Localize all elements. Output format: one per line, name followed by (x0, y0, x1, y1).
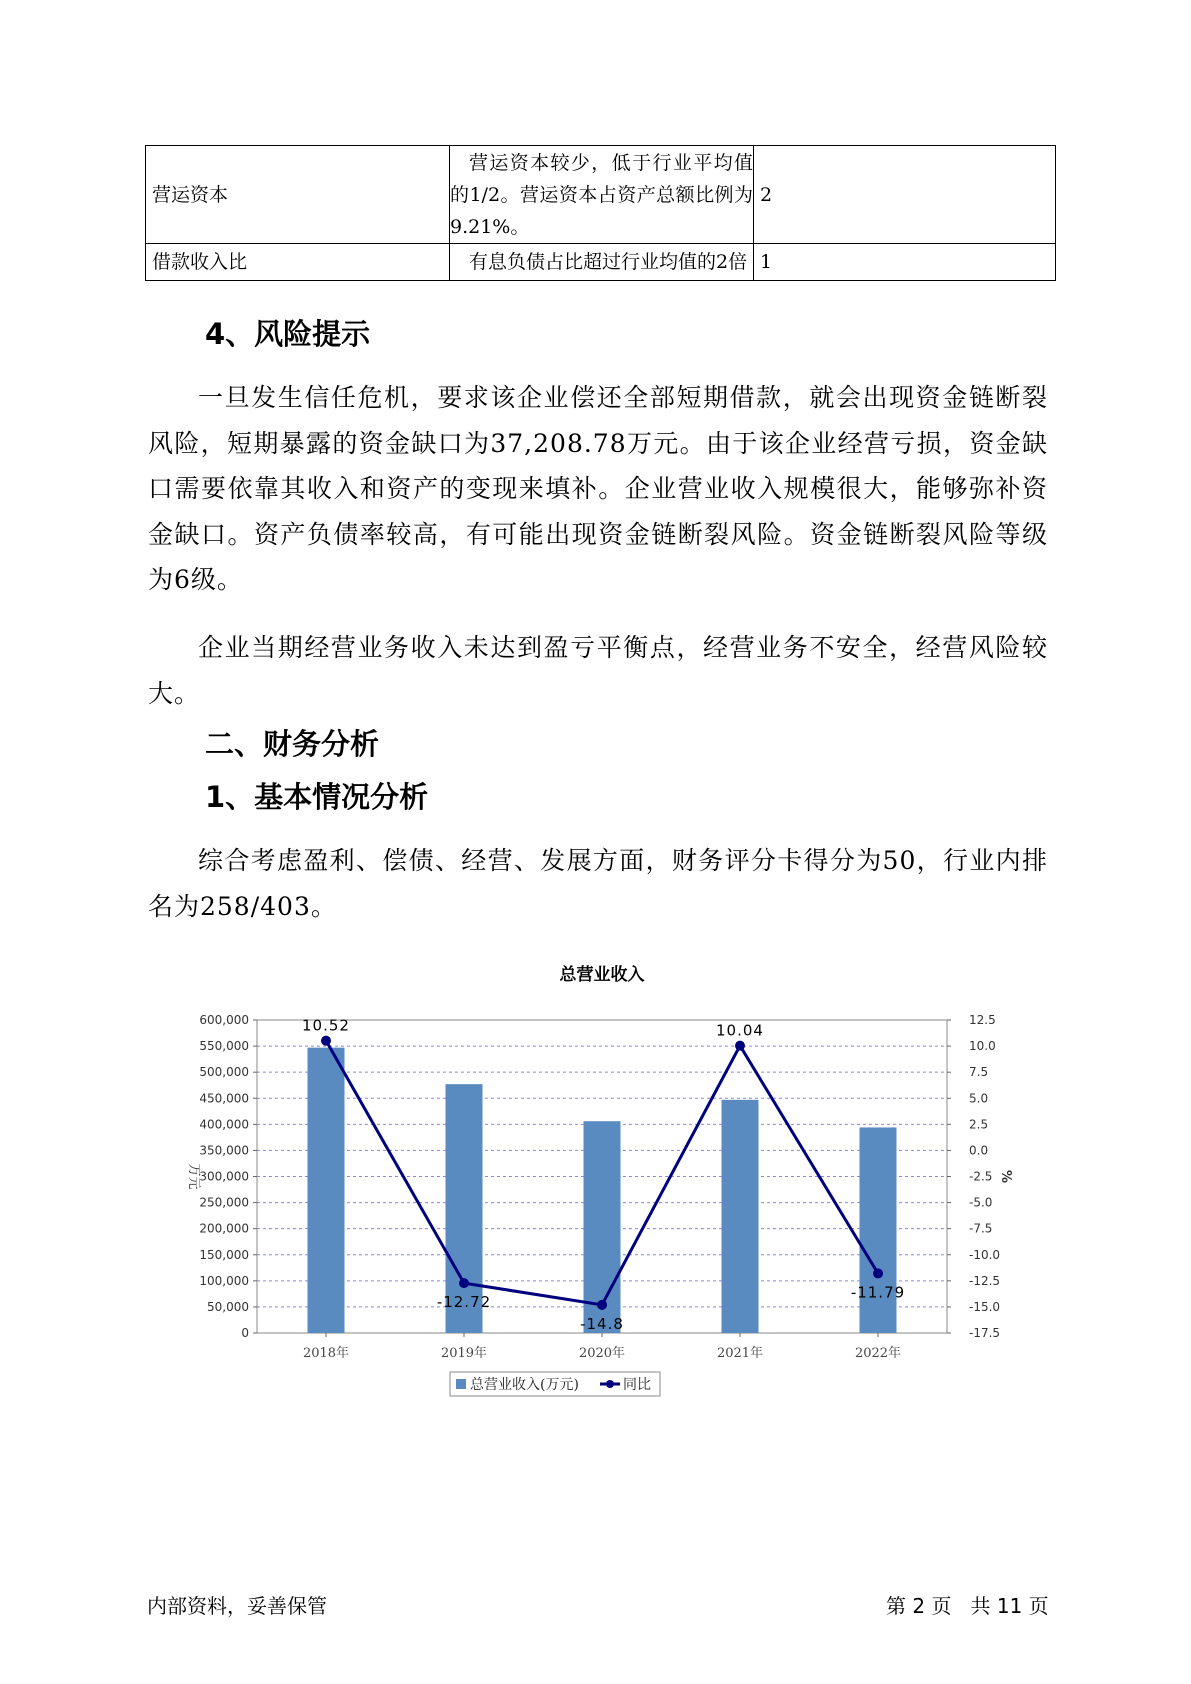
y2-tick-label: -17.5 (969, 1326, 1001, 1340)
x-tick-label: 2022年 (854, 1346, 902, 1361)
x-tick-label: 2020年 (578, 1346, 626, 1361)
y-tick-label: 450,000 (199, 1091, 249, 1106)
bar-2018年 (308, 1048, 345, 1333)
y2-tick-label: -2.5 (969, 1169, 993, 1184)
y-tick-label: 300,000 (199, 1169, 249, 1184)
data-label: 10.04 (716, 1021, 764, 1040)
risk-paragraph-1: 一旦发生信任危机，要求该企业偿还全部短期借款，就会出现资金链断裂风险，短期暴露的资金缺口为37,208.78万元。由于该企业经营亏损，资金缺口需要依靠其收入和资产的变现来填补。企业营业收入规模很大，能够弥补资金缺口。资产负债率较高，有可能出现资金链断裂风险。资金链断裂风险等级为6级。 (148, 383, 1048, 594)
y2-tick-label: 2.5 (969, 1117, 989, 1132)
y2-tick-label: 5.0 (969, 1091, 989, 1106)
desc-text: 有息负债占比超过行业均值的2倍 (469, 251, 748, 273)
footer-page-number: 第 2 页 共 11 页 (886, 1594, 1049, 1618)
legend-bar-label: 总营业收入(万元) (470, 1377, 579, 1393)
bar-2021年 (722, 1100, 759, 1333)
x-tick-label: 2019年 (440, 1346, 488, 1361)
y2-tick-label: -10.0 (969, 1247, 1001, 1262)
y-tick-label: 0 (241, 1326, 249, 1340)
table-row (146, 146, 1056, 244)
y-tick-label: 50,000 (207, 1299, 249, 1314)
legend-bar-swatch (456, 1379, 466, 1389)
desc-text: 营运资本较少，低于行业平均值的1/2。营运资本占资产总额比例为9.21%。 (450, 151, 753, 238)
y-tick-label: 100,000 (199, 1273, 249, 1288)
table-row (146, 244, 1056, 281)
data-label: -14.8 (580, 1314, 624, 1333)
y-axis-label: 万元 (186, 1163, 201, 1190)
basic-heading: 1、基本情况分析 (205, 780, 429, 814)
y-tick-label: 400,000 (199, 1117, 249, 1132)
basic-paragraph: 综合考虑盈利、偿债、经营、发展方面，财务评分卡得分为50，行业内排名为258/403。 (148, 846, 1048, 921)
x-tick-label: 2018年 (302, 1346, 350, 1361)
y2-tick-label: 0.0 (969, 1143, 989, 1158)
y-tick-label: 150,000 (199, 1247, 249, 1262)
yoy-point (873, 1268, 883, 1278)
table-cell-desc (450, 244, 754, 281)
data-label: -11.79 (850, 1283, 906, 1302)
revenue-chart (170, 945, 1030, 1425)
yoy-point (459, 1278, 469, 1288)
legend-line-label: 同比 (623, 1377, 651, 1393)
y-tick-label: 600,000 (199, 1013, 249, 1027)
table-cell-item: 营运资本 (146, 146, 450, 244)
table-cell-level: 2 (754, 146, 1056, 244)
finance-heading: 二、财务分析 (205, 727, 380, 761)
risk-indicator-table (145, 145, 1056, 281)
y2-tick-label: -12.5 (969, 1273, 1001, 1288)
footer-confidential: 内部资料，妥善保管 (147, 1594, 327, 1618)
x-tick-label: 2021年 (716, 1346, 764, 1361)
chart-title: 总营业收入 (559, 965, 645, 985)
data-label: 10.52 (302, 1016, 350, 1035)
y-tick-label: 550,000 (199, 1039, 249, 1054)
y-tick-label: 200,000 (199, 1221, 249, 1236)
table-cell-level: 1 (754, 244, 1056, 281)
table-cell-item: 借款收入比 (146, 244, 450, 281)
table-cell-desc (450, 146, 754, 244)
bar-2022年 (860, 1127, 897, 1333)
y2-tick-label: 12.5 (969, 1013, 996, 1027)
y-tick-label: 250,000 (199, 1195, 249, 1210)
yoy-point (321, 1036, 331, 1046)
y2-tick-label: 7.5 (969, 1065, 989, 1080)
data-label: -12.72 (436, 1293, 492, 1312)
y2-tick-label: 10.0 (969, 1039, 996, 1054)
risk-heading: 4、风险提示 (205, 317, 371, 351)
yoy-point (735, 1041, 745, 1051)
y2-tick-label: -5.0 (969, 1195, 993, 1210)
y2-axis-label: % (998, 1169, 1013, 1184)
y-tick-label: 350,000 (199, 1143, 249, 1158)
y2-tick-label: -15.0 (969, 1299, 1001, 1314)
y-tick-label: 500,000 (199, 1065, 249, 1080)
yoy-point (597, 1300, 607, 1310)
y2-tick-label: -7.5 (969, 1221, 993, 1236)
risk-paragraph-2: 企业当期经营业务收入未达到盈亏平衡点，经营业务不安全，经营风险较大。 (148, 633, 1048, 708)
legend-line-marker (606, 1380, 614, 1388)
